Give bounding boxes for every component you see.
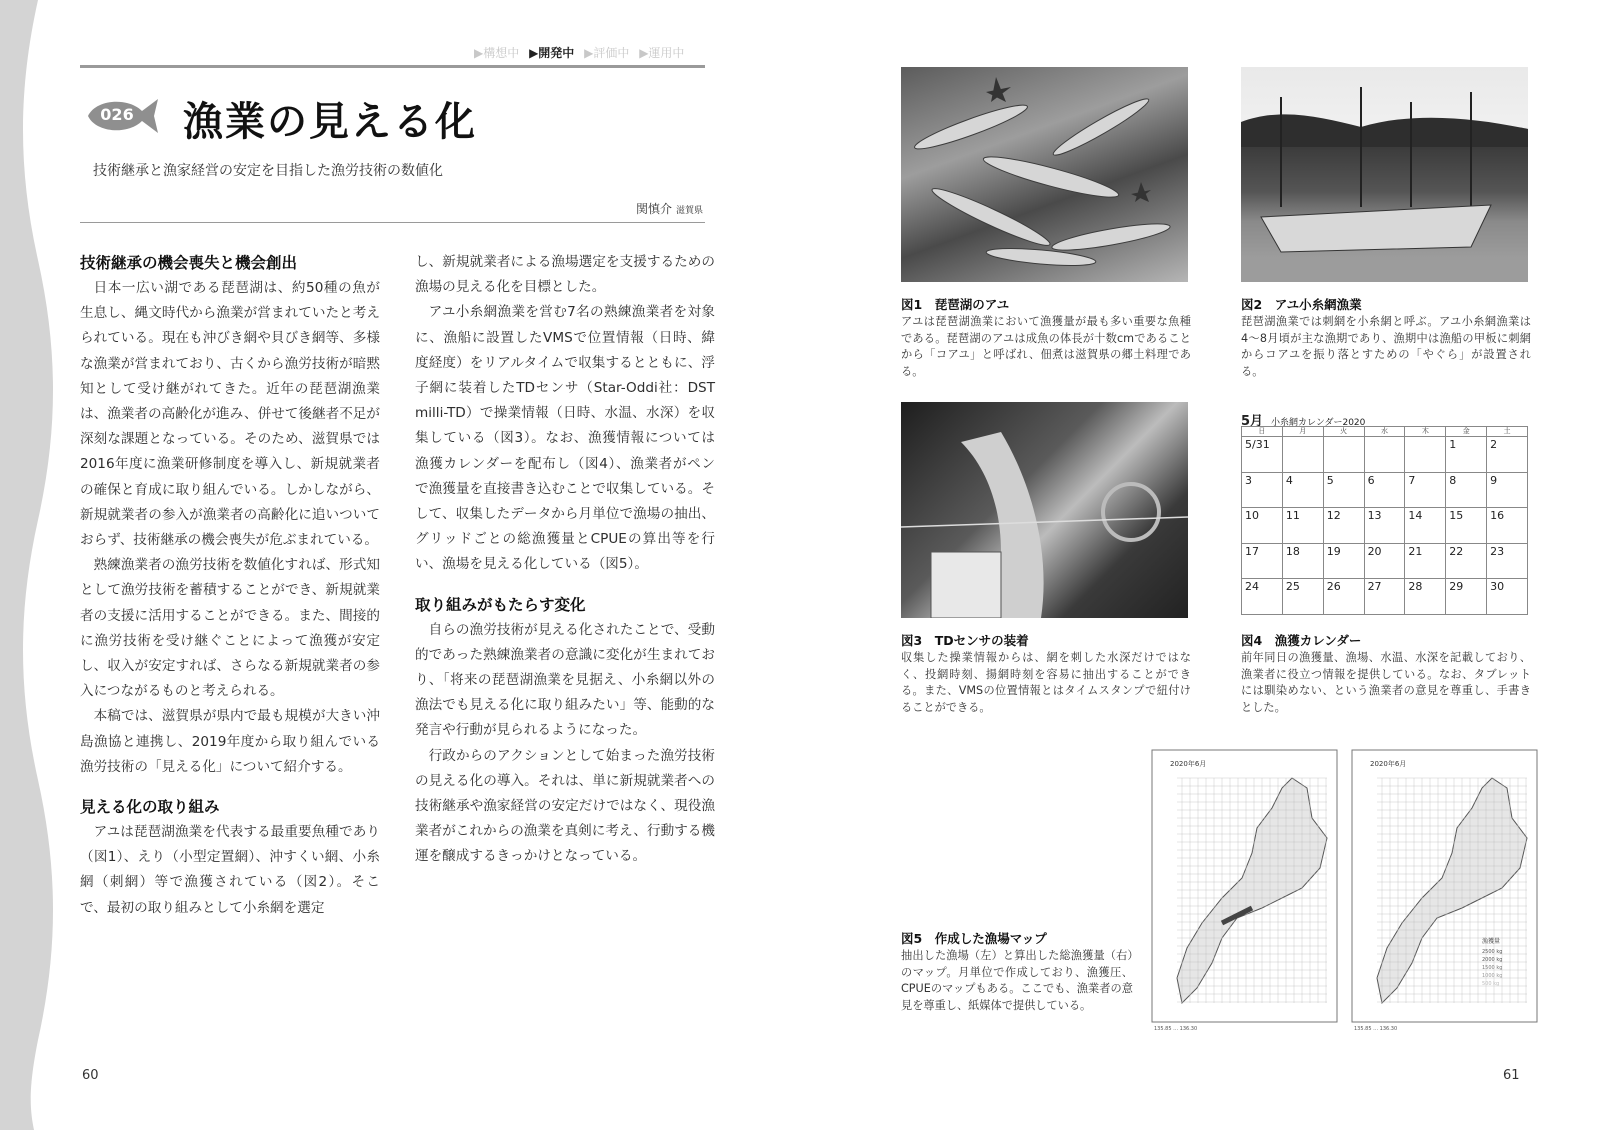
calendar-day: 15 [1446, 508, 1487, 544]
calendar-grid [1241, 426, 1528, 615]
status-operating: ▶運用中 [639, 46, 685, 60]
calendar-day [1324, 437, 1365, 473]
figure-text: アユは琵琶湖漁業において漁獲量が最も多い重要な魚種である。琵琶湖のアユは成魚の体長が十数cmであることから「コアユ」と呼ばれ、佃煮は滋賀県の郷土料理である。 [901, 315, 1191, 378]
figure-4-catch-calendar [1241, 410, 1528, 615]
calendar-day: 5/31 [1242, 437, 1283, 473]
legend-title: 漁獲量 [1482, 938, 1501, 945]
calendar-day: 17 [1242, 544, 1283, 580]
svg-text:135.85 … 136.30: 135.85 … 136.30 [1354, 1026, 1398, 1032]
figure-title: 図2 アユ小糸網漁業 [1241, 297, 1362, 312]
figure-text: 収集した操業情報からは、網を刺した水深だけではなく、投網時刻、揚網時刻を容易に抽出することができる。また、VMSの位置情報とはタイムスタンプで紐付けることができる。 [901, 651, 1191, 714]
body-column-2 [415, 250, 715, 870]
svg-text:135.85 … 136.30: 135.85 … 136.30 [1154, 1026, 1198, 1032]
figure-1-ayu-photo [901, 67, 1188, 282]
paragraph: し、新規就業者による漁場選定を支援するための漁場の見える化を目標とした。 [415, 254, 715, 296]
calendar-day: 4 [1283, 473, 1324, 509]
body-column-1 [80, 250, 380, 921]
status-planning: ▶構想中 [474, 46, 520, 60]
total-catch-map-right [1342, 748, 1542, 1033]
net-illustration [901, 402, 1188, 618]
calendar-dow: 金 [1446, 427, 1487, 437]
calendar-dow: 水 [1365, 427, 1406, 437]
paragraph: 自らの漁労技術が見える化されたことで、受動的であった熟練漁業者の意識に変化が生まれており、「将来の琵琶湖漁業を見据え、小糸網以外の漁法でも見える化に取り組みたい」等、能動的な発言や行動が見られるようになった。 [415, 621, 715, 739]
harbor-illustration [1241, 67, 1528, 282]
calendar-day: 26 [1324, 579, 1365, 615]
map-label: 2020年6月 [1170, 760, 1207, 768]
calendar-day: 14 [1405, 508, 1446, 544]
figure-title: 図1 琵琶湖のアユ [901, 297, 1010, 312]
header-rule [80, 65, 705, 68]
calendar-day: 21 [1405, 544, 1446, 580]
page-title: 漁業の見える化 [183, 99, 477, 145]
page-number-right: 61 [1503, 1068, 1520, 1083]
map-label: 2020年6月 [1370, 760, 1407, 768]
legend-item: 1000 kg [1482, 973, 1503, 979]
figure-5-caption [901, 930, 1133, 1014]
calendar-day: 10 [1242, 508, 1283, 544]
section-heading: 技術継承の機会喪失と機会創出 [80, 254, 298, 272]
paragraph: 日本一広い湖である琵琶湖は、約50種の魚が生息し、縄文時代から漁業が営まれていたと考えられている。現在も沖びき網や貝びき網等、多様な漁業が営まれており、古くから漁労技術が暗黙知として受け継がれてきた。近年の琵琶湖漁業は、漁業者の高齢化が進み、併せて後継者不足が深刻な課題となっている。そのため、滋賀県では2016年度に漁業研修制度を導入し、新規就業者の確保と育成に取り組んでいる。しかしながら、新規就業者の参入が漁業者の高齢化に追いついておらず、技術継承の機会喪失が危ぶまれている。 [80, 280, 380, 549]
figure-text: 抽出した漁場（左）と算出した総漁獲量（右）のマップ。月単位で作成しており、漁獲圧、CPUEのマップもある。ここでも、漁業者の意見を尊重し、紙媒体で提供している。 [901, 949, 1133, 1012]
paragraph: 本稿では、滋賀県が県内で最も規模が大きい沖島漁協と連携し、2019年度から取り組んでいる漁労技術の「見える化」について紹介する。 [80, 708, 380, 775]
calendar-day: 22 [1446, 544, 1487, 580]
calendar-day: 7 [1405, 473, 1446, 509]
calendar-day: 27 [1365, 579, 1406, 615]
calendar-dow: 木 [1405, 427, 1446, 437]
calendar-day: 29 [1446, 579, 1487, 615]
calendar-day: 25 [1283, 579, 1324, 615]
page-subtitle: 技術継承と漁家経営の安定を目指した漁労技術の数値化 [93, 163, 443, 179]
calendar-day: 16 [1487, 508, 1528, 544]
figure-3-caption [901, 632, 1191, 716]
calendar-day [1405, 437, 1446, 473]
calendar-day: 28 [1405, 579, 1446, 615]
calendar-day: 8 [1446, 473, 1487, 509]
calendar-dow: 土 [1487, 427, 1528, 437]
legend-item: 1500 kg [1482, 965, 1503, 971]
calendar-dow: 月 [1283, 427, 1324, 437]
author-prefecture: 滋賀県 [675, 206, 703, 216]
calendar-day: 23 [1487, 544, 1528, 580]
legend-item: 2500 kg [1482, 949, 1503, 955]
calendar-day: 3 [1242, 473, 1283, 509]
figure-text: 琵琶湖漁業では刺網を小糸網と呼ぶ。アユ小糸網漁業は4〜8月頃が主な漁期であり、漁期中は漁船の甲板に刺網からコアユを振り落とすための「やぐら」が設置される。 [1241, 315, 1531, 378]
calendar-day: 12 [1324, 508, 1365, 544]
calendar-day: 19 [1324, 544, 1365, 580]
calendar-day: 13 [1365, 508, 1406, 544]
figure-3-sensor-photo [901, 402, 1188, 618]
fishing-ground-map-left [1142, 748, 1342, 1033]
calendar-day: 20 [1365, 544, 1406, 580]
section-heading: 見える化の取り組み [80, 798, 220, 817]
figure-1-caption [901, 296, 1191, 380]
figure-title: 図4 漁獲カレンダー [1241, 633, 1362, 648]
figure-2-caption [1241, 296, 1531, 380]
figure-text: 前年同日の漁獲量、漁場、水温、水深を記載しており、漁業者に役立つ情報を提供している。なお、タブレットには馴染めない、という漁業者の意見を尊重し、手書きとした。 [1241, 651, 1531, 714]
figure-title: 図5 作成した漁場マップ [901, 931, 1047, 946]
status-evaluating: ▶評価中 [584, 46, 630, 60]
calendar-day: 30 [1487, 579, 1528, 615]
article-number: 026 [100, 105, 134, 124]
legend-item: 500 kg [1482, 981, 1500, 987]
calendar-day [1283, 437, 1324, 473]
page-number-left: 60 [82, 1068, 99, 1083]
development-status [474, 44, 704, 61]
calendar-month: 5月 [1241, 414, 1264, 429]
calendar-dow: 日 [1242, 427, 1283, 437]
calendar-day: 11 [1283, 508, 1324, 544]
calendar-day: 2 [1487, 437, 1528, 473]
calendar-day: 24 [1242, 579, 1283, 615]
paragraph: アユ小糸網漁業を営む7名の熟練漁業者を対象に、漁船に設置したVMSで位置情報（日時、緯度経度）をリアルタイムで収集するとともに、浮子網に装着したTDセンサ（Star-Oddi社：DST milli-TD）で操業情報（日時、水温、水深）を収集している（図3）。なお、漁獲情報については漁獲カレンダーを配布し（図4）、漁業者がペンで漁獲量を直接書き込むことで収集している。そして、収集したデータから月単位で漁場の抽出、グリッドごとの総漁獲量とCPUEの算出等を行い、漁場を見える化している（図5）。 [415, 304, 715, 573]
section-heading: 取り組みがもたらす変化 [415, 595, 586, 614]
calendar-day: 1 [1446, 437, 1487, 473]
paragraph: アユは琵琶湖漁業を代表する最重要魚種であり（図1）、えり（小型定置網）、沖すくい網、小糸網（刺網）等で漁獲されている（図2）。そこで、最初の取り組みとして小糸網を選定 [80, 824, 380, 916]
figure-2-boats-photo [1241, 67, 1528, 282]
figure-title: 図3 TDセンサの装着 [901, 633, 1029, 648]
legend-item: 2000 kg [1482, 957, 1503, 963]
calendar-day: 9 [1487, 473, 1528, 509]
title-rule [80, 222, 705, 223]
author-name: 関慎介 [635, 202, 672, 216]
paragraph: 行政からのアクションとして始まった漁労技術の見える化の導入。それは、単に新規就業者への技術継承や漁家経営の安定だけではなく、現役漁業者がこれからの漁業を真剣に考え、行動する機運を醸成するきっかけとなっている。 [415, 747, 715, 865]
page-edge-wave [0, 0, 60, 1130]
calendar-day: 5 [1324, 473, 1365, 509]
figure-4-caption [1241, 632, 1531, 716]
author-line [636, 200, 703, 217]
calendar-day: 18 [1283, 544, 1324, 580]
calendar-title: 小糸網カレンダー2020 [1271, 418, 1366, 428]
calendar-day: 6 [1365, 473, 1406, 509]
calendar-dow: 火 [1324, 427, 1365, 437]
fish-illustration [901, 67, 1188, 282]
status-developing: ▶開発中 [529, 46, 575, 60]
paragraph: 熟練漁業者の漁労技術を数値化すれば、形式知として漁労技術を蓄積することができ、新規就業者の支援に活用することができる。また、間接的に漁労技術を受け継ぐことによって漁獲が安定し、収入が安定すれば、さらなる新規就業者の参入につながるものと考えられる。 [80, 557, 380, 700]
calendar-day [1365, 437, 1406, 473]
